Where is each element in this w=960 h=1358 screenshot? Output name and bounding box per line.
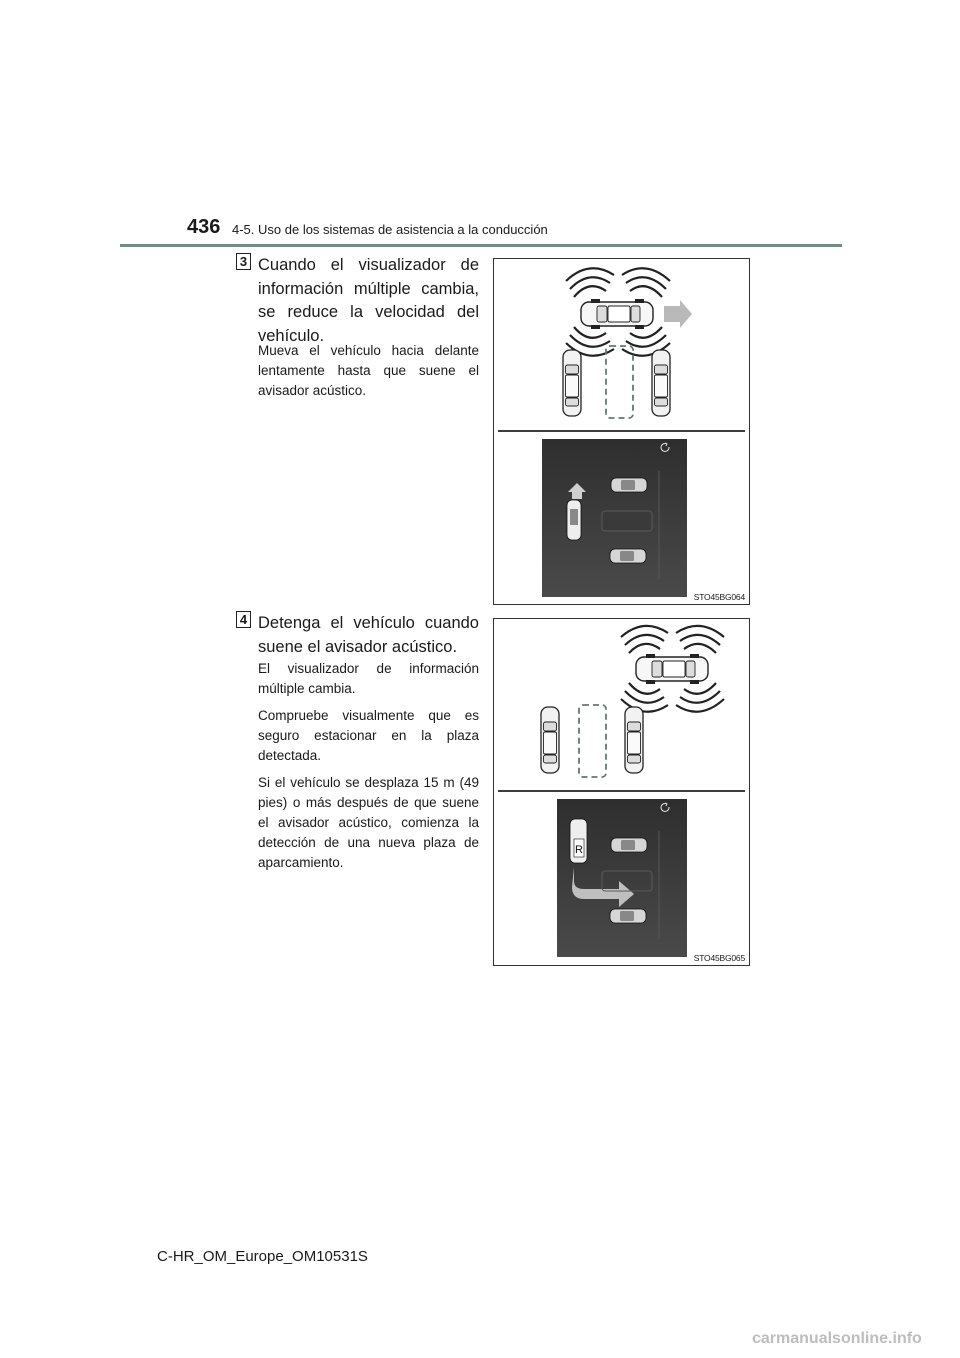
parking-space-outline	[579, 705, 606, 777]
section-title: 4-5. Uso de los sistemas de asistencia a la conducción	[232, 222, 548, 237]
multi-information-display	[557, 799, 687, 957]
forward-arrow-icon	[664, 300, 692, 328]
step-3-note: Mueva el vehículo hacia delante lentamente hasta que suene el avisador acústico.	[258, 343, 479, 398]
parking-illustration-stop	[494, 619, 749, 965]
parking-space-outline	[606, 346, 633, 418]
watermark: carmanualsonline.info	[752, 1330, 922, 1347]
figure-step-3	[493, 258, 750, 605]
detected-space	[602, 511, 652, 531]
parked-car-right	[625, 707, 643, 773]
step-4-note: Si el vehículo se desplaza 15 m (49 pies) o más después de que suene el avisador acústico, comienza la detección de una nueva plaza de aparcamiento.	[258, 775, 479, 870]
own-vehicle	[636, 654, 708, 684]
reverse-gear-indicator: R	[575, 844, 583, 856]
step-4-note: Compruebe visualmente que es seguro estacionar en la plaza detectada.	[258, 708, 479, 763]
step-3-description	[258, 341, 479, 408]
own-vehicle	[581, 299, 653, 329]
figure-step-4	[493, 618, 750, 966]
header-divider	[120, 244, 842, 247]
step-4-instruction: Detenga el vehículo cuando suene el avisador acústico.	[258, 614, 479, 656]
step-number-badge: 4	[236, 611, 251, 628]
parked-car-left	[541, 707, 559, 773]
document-id: C-HR_OM_Europe_OM10531S	[157, 1248, 368, 1265]
step-4-description	[258, 659, 479, 880]
step-4-note: El visualizador de información múltiple cambia.	[258, 661, 479, 696]
page-number: 436	[187, 216, 221, 238]
parked-car-left	[563, 350, 581, 416]
parked-car-right	[652, 350, 670, 416]
figure-code: STO45BG065	[693, 953, 745, 963]
figure-code: STO45BG064	[693, 592, 745, 602]
step-3-instruction: Cuando el visualizador de información múltiple cambia, se reduce la velocidad del vehículo.	[258, 256, 479, 345]
multi-information-display	[542, 439, 687, 597]
parking-illustration-forward	[494, 259, 749, 604]
step-number-badge: 3	[236, 253, 251, 270]
